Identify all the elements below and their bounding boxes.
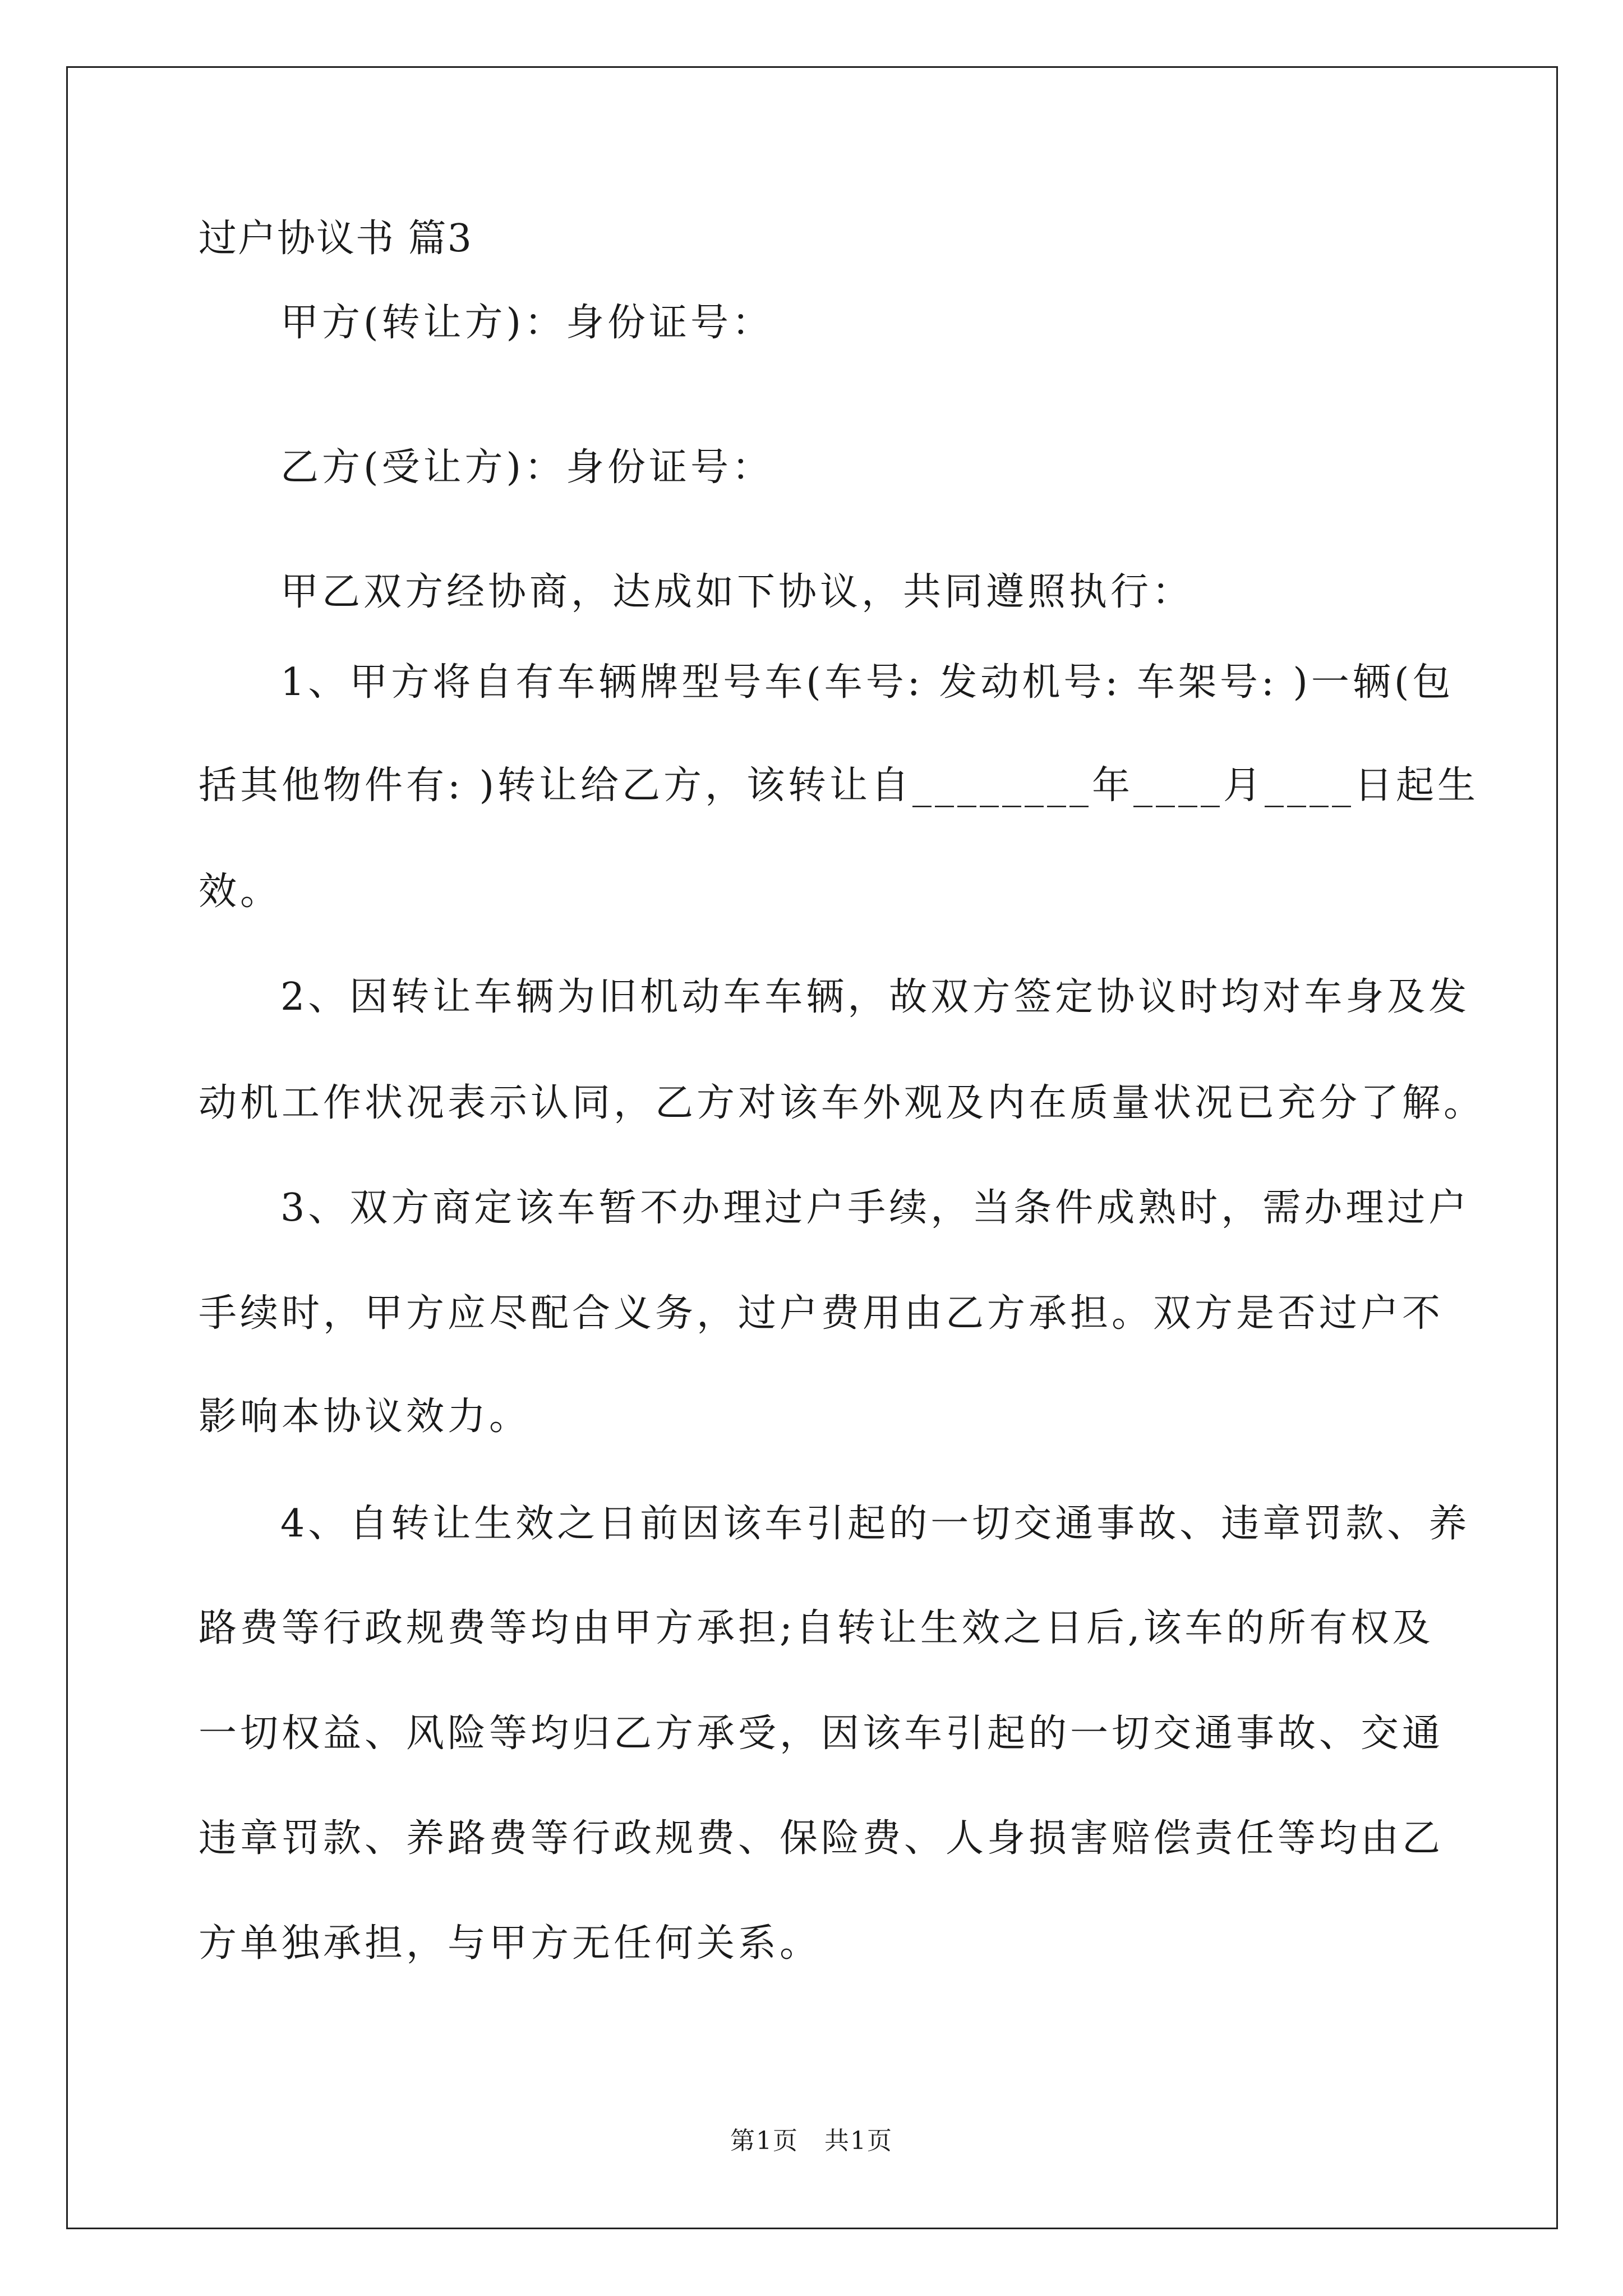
clause-1-line-2: 括其他物件有: )转让给乙方，该转让自________年____月____日起生 xyxy=(199,763,1479,808)
page-border xyxy=(66,66,1558,2229)
clause-4-line-4: 违章罚款、养路费等行政规费、保险费、人身损害赔偿责任等均由乙 xyxy=(199,1816,1444,1861)
clause-4-line-3: 一切权益、风险等均归乙方承受，因该车引起的一切交通事故、交通 xyxy=(199,1711,1444,1756)
clause-2-line-1: 2、因转让车辆为旧机动车车辆，故双方签定协议时均对车身及发 xyxy=(280,975,1470,1019)
party-a-line: 甲方(转让方)：身份证号： xyxy=(280,301,774,345)
clause-4-line-1: 4、自转让生效之日前因该车引起的一切交通事故、违章罚款、养 xyxy=(280,1502,1470,1546)
clause-4-line-5: 方单独承担，与甲方无任何关系。 xyxy=(199,1921,822,1966)
clause-3-line-2: 手续时，甲方应尽配合义务，过户费用由乙方承担。双方是否过户不 xyxy=(199,1291,1444,1336)
clause-3-line-3: 影响本协议效力。 xyxy=(199,1395,531,1439)
document-title: 过户协议书 篇3 xyxy=(199,217,473,261)
page-number-footer: 第1页 共1页 xyxy=(730,2127,893,2155)
clause-1-line-3: 效。 xyxy=(199,869,282,914)
clause-4-line-2: 路费等行政规费等均由甲方承担;自转让生效之日后,该车的所有权及 xyxy=(199,1606,1434,1650)
clause-1-line-1: 1、甲方将自有车辆牌型号车(车号: 发动机号: 车架号: )一辆(包 xyxy=(280,660,1454,705)
party-b-line: 乙方(受让方)：身份证号： xyxy=(280,445,774,490)
clause-3-line-1: 3、双方商定该车暂不办理过户手续，当条件成熟时，需办理过户 xyxy=(280,1186,1470,1230)
agreement-intro-line: 甲乙双方经协商，达成如下协议，共同遵照执行： xyxy=(280,570,1194,614)
clause-2-line-2: 动机工作状况表示认同，乙方对该车外观及内在质量状况已充分了解。 xyxy=(199,1081,1486,1125)
